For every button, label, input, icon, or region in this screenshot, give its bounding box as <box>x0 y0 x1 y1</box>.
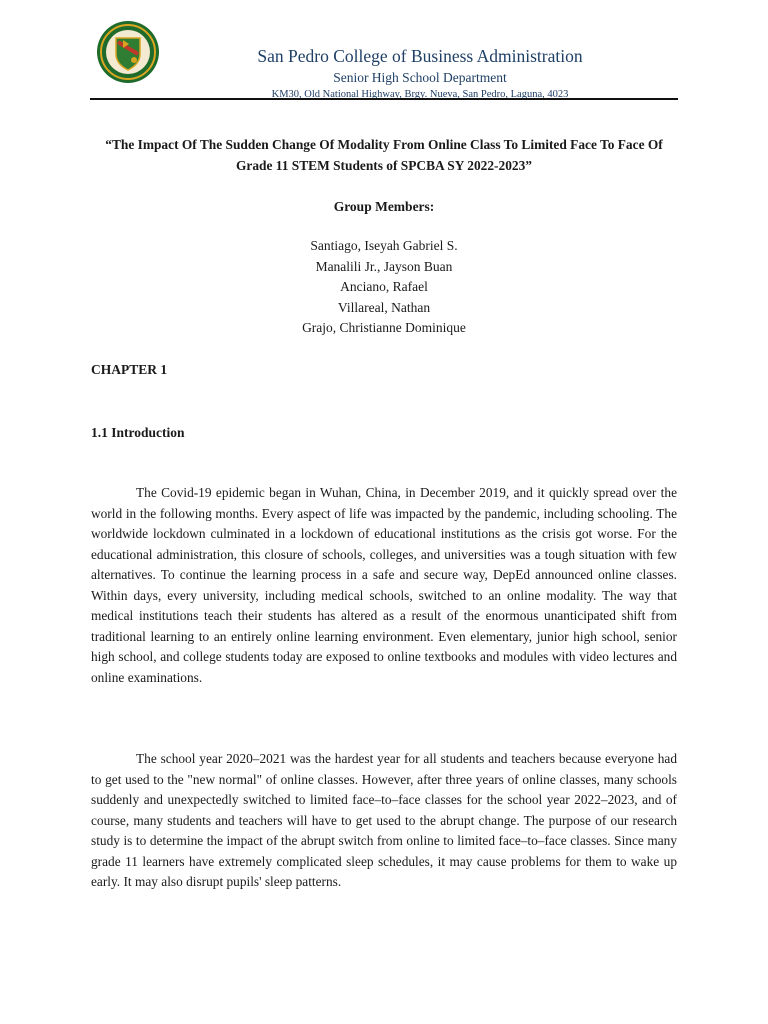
header-divider <box>90 98 678 100</box>
chapter-heading: CHAPTER 1 <box>91 362 168 377</box>
member-name: Grajo, Christianne Dominique <box>302 320 466 336</box>
group-members-list <box>88 236 680 339</box>
body-paragraph: The school year 2020–2021 was the hardest year for all students and teachers because everyone had to get used to the "new normal" of online classes. However, after three years of online classes, many schools suddenly and unexpectedly switched to limited face–to–face classes for the school year 2022–2023, and of course, many students and teachers will have to get used to the abrupt change. The purpose of our research study is to determine the impact of the abrupt switch from online to limited face–to–face classes. Since many grade 11 learners have extremely complicated sleep schedules, it may cause problems for them to wake up early. It may also disrupt pupils' sleep patterns. <box>91 751 677 889</box>
member-name: Anciano, Rafael <box>340 279 428 295</box>
college-name: San Pedro College of Business Administration <box>257 46 583 66</box>
member-name: Santiago, Iseyah Gabriel S. <box>310 238 458 253</box>
department-name: Senior High School Department <box>333 70 507 85</box>
section-heading: 1.1 Introduction <box>91 425 185 440</box>
research-title: “The Impact Of The Sudden Change Of Modality From Online Class To Limited Face To Face Of Grade 11 STEM Students of SPCBA SY 2022-2023” <box>105 137 663 173</box>
member-name: Villareal, Nathan <box>337 299 431 315</box>
group-members-heading: Group Members: <box>333 199 435 214</box>
body-paragraph: The Covid-19 epidemic began in Wuhan, China, in December 2019, and it quickly spread over the world in the following months. Every aspect of life was impacted by the pandemic, including schooling. The worldwide lockdown culminated in a lockdown of educational institutions as the crisis got worse. For the educational administration, this closure of schools, colleges, and universities was a tough situation with few alternatives. To continue the learning process in a safe and secure way, DepEd announced online classes. Within days, every university, including medical schools, switched to an online modality. The way that medical institutions teach their students has altered as a result of the enormous unanticipated shift from traditional learning to an entirely online learning environment. Even elementary, junior high school, senior high school, and college students today are exposed to online textbooks and modules with video lectures and online examinations. <box>91 485 677 685</box>
letterhead <box>160 44 680 102</box>
college-address: KM30, Old National Highway, Brgy. Nueva, San Pedro, Laguna, 4023 <box>271 89 569 100</box>
school-seal-logo <box>96 20 160 84</box>
member-name: Manalili Jr., Jayson Buan <box>315 258 453 274</box>
